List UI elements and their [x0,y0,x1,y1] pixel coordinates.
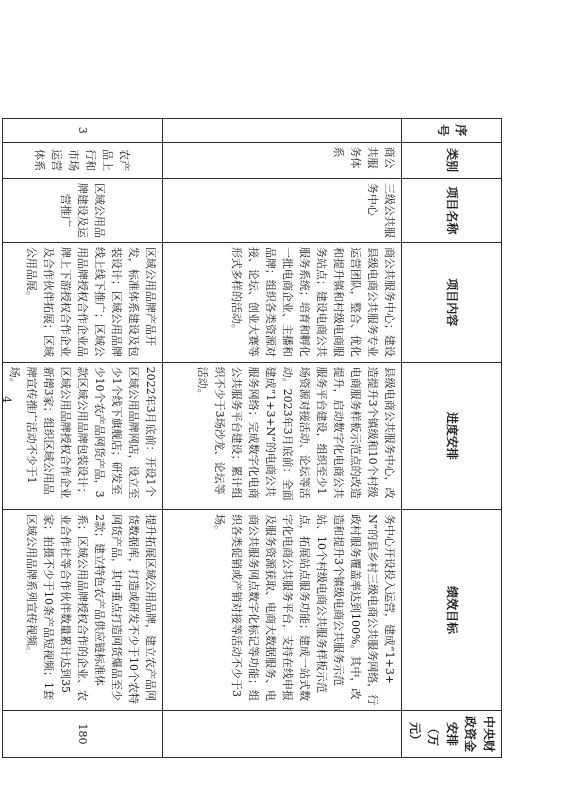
table-header [402,119,502,758]
cell-progress: 县级电商公共服务中心，改造提升3个镇级和10个村级电商服务样板示范点的改造提升，启动数字化电商公共服务平台建设，组织至少1场资源对接活动、论坛等活动。2023年3月底前：全面建成“1+3+N”的电商公共服务网络；完成数字化电商公共服务平台建设；累计组织不少于3场沙龙、论坛等活动。 [163,362,402,509]
cell-funding: 180 [2,710,162,757]
cell-goals: 务中心开设投入运营，建成“1+3+N”的县乡村三级电商公共服务网络，行政村服务覆盖率达到100%。其中，改造和提升3个镇级电商公共服务示范站、10个村级电商公共服务样板示范点，拓展站点服务功能；建成一站式数字化电商公共服务平台，支持在线申报及服务资源获取、电商大数据服务、电商公共服务网点数字化标记等功能；组织各类促销或产销对接等活动不少于3场。 [163,510,402,711]
cell-project-name: 三级公共服务中心 [163,178,402,242]
header-category: 类别 [402,142,502,178]
table-row [163,119,402,758]
cell-goals: 提升拓展区域公用品牌，建立农产品网货数据库，打造或研发不少于10个农特网货产品，其中重点打造网货爆品至少2款；建立特色农产品供应链标准体系；区域公用品牌授权合作的企业、农业合作社等合作伙伴数量累计达到35家；拍摄不少于10条产品短视频；1套区域公用品牌系列宣传视频。 [2,510,162,711]
cell-project-name: 区域公用品牌建设及运营推广 [2,178,162,242]
header-funding: 中央财政资金安排（万元） [402,710,502,757]
cell-project-content: 区域公用品牌产品开发，标准体系建设及包装设计；区域公用品牌线上线下推广；区域公用品牌授权合作企业品牌上下游授权合作企业及合作伙伴拓展；区域公用品展。 [2,242,162,362]
table-row [2,119,162,758]
project-table [2,118,502,758]
cell-category: 农产品上行和市场运营体系 [2,142,162,178]
cell-project-content: 商公共服务中心；建设县级电商公共服务专业运营团队，整合、优化和提升镇和村级电商服务站点；建设电商公共服务系统；培育和孵化一批电商企业、主播和品牌；组织各类资源对接、论坛、创业大赛等形式多样的活动。 [163,242,402,362]
header-project-content: 项目内容 [402,242,502,362]
cell-category: 商公共服务体系 [163,142,402,178]
header-goals: 绩效目标 [402,510,502,711]
header-project-name: 项目名称 [402,178,502,242]
header-seq: 序号 [402,119,502,143]
cell-seq: 3 [2,119,162,143]
cell-funding [163,710,402,757]
header-progress: 进度安排 [402,362,502,509]
cell-progress: 2022年3月底前：开设1个区域公用品牌网店，设立至少1个线下旗舰店；研发至少10个农产品网货产品，3款区域公用品牌包装设计；区域公用品牌授权合作企业新增3家；组织区域公用品牌宣传推广活动不少于1场。 [2,362,162,509]
cell-seq [163,119,402,143]
page-number: 4 [0,396,13,403]
